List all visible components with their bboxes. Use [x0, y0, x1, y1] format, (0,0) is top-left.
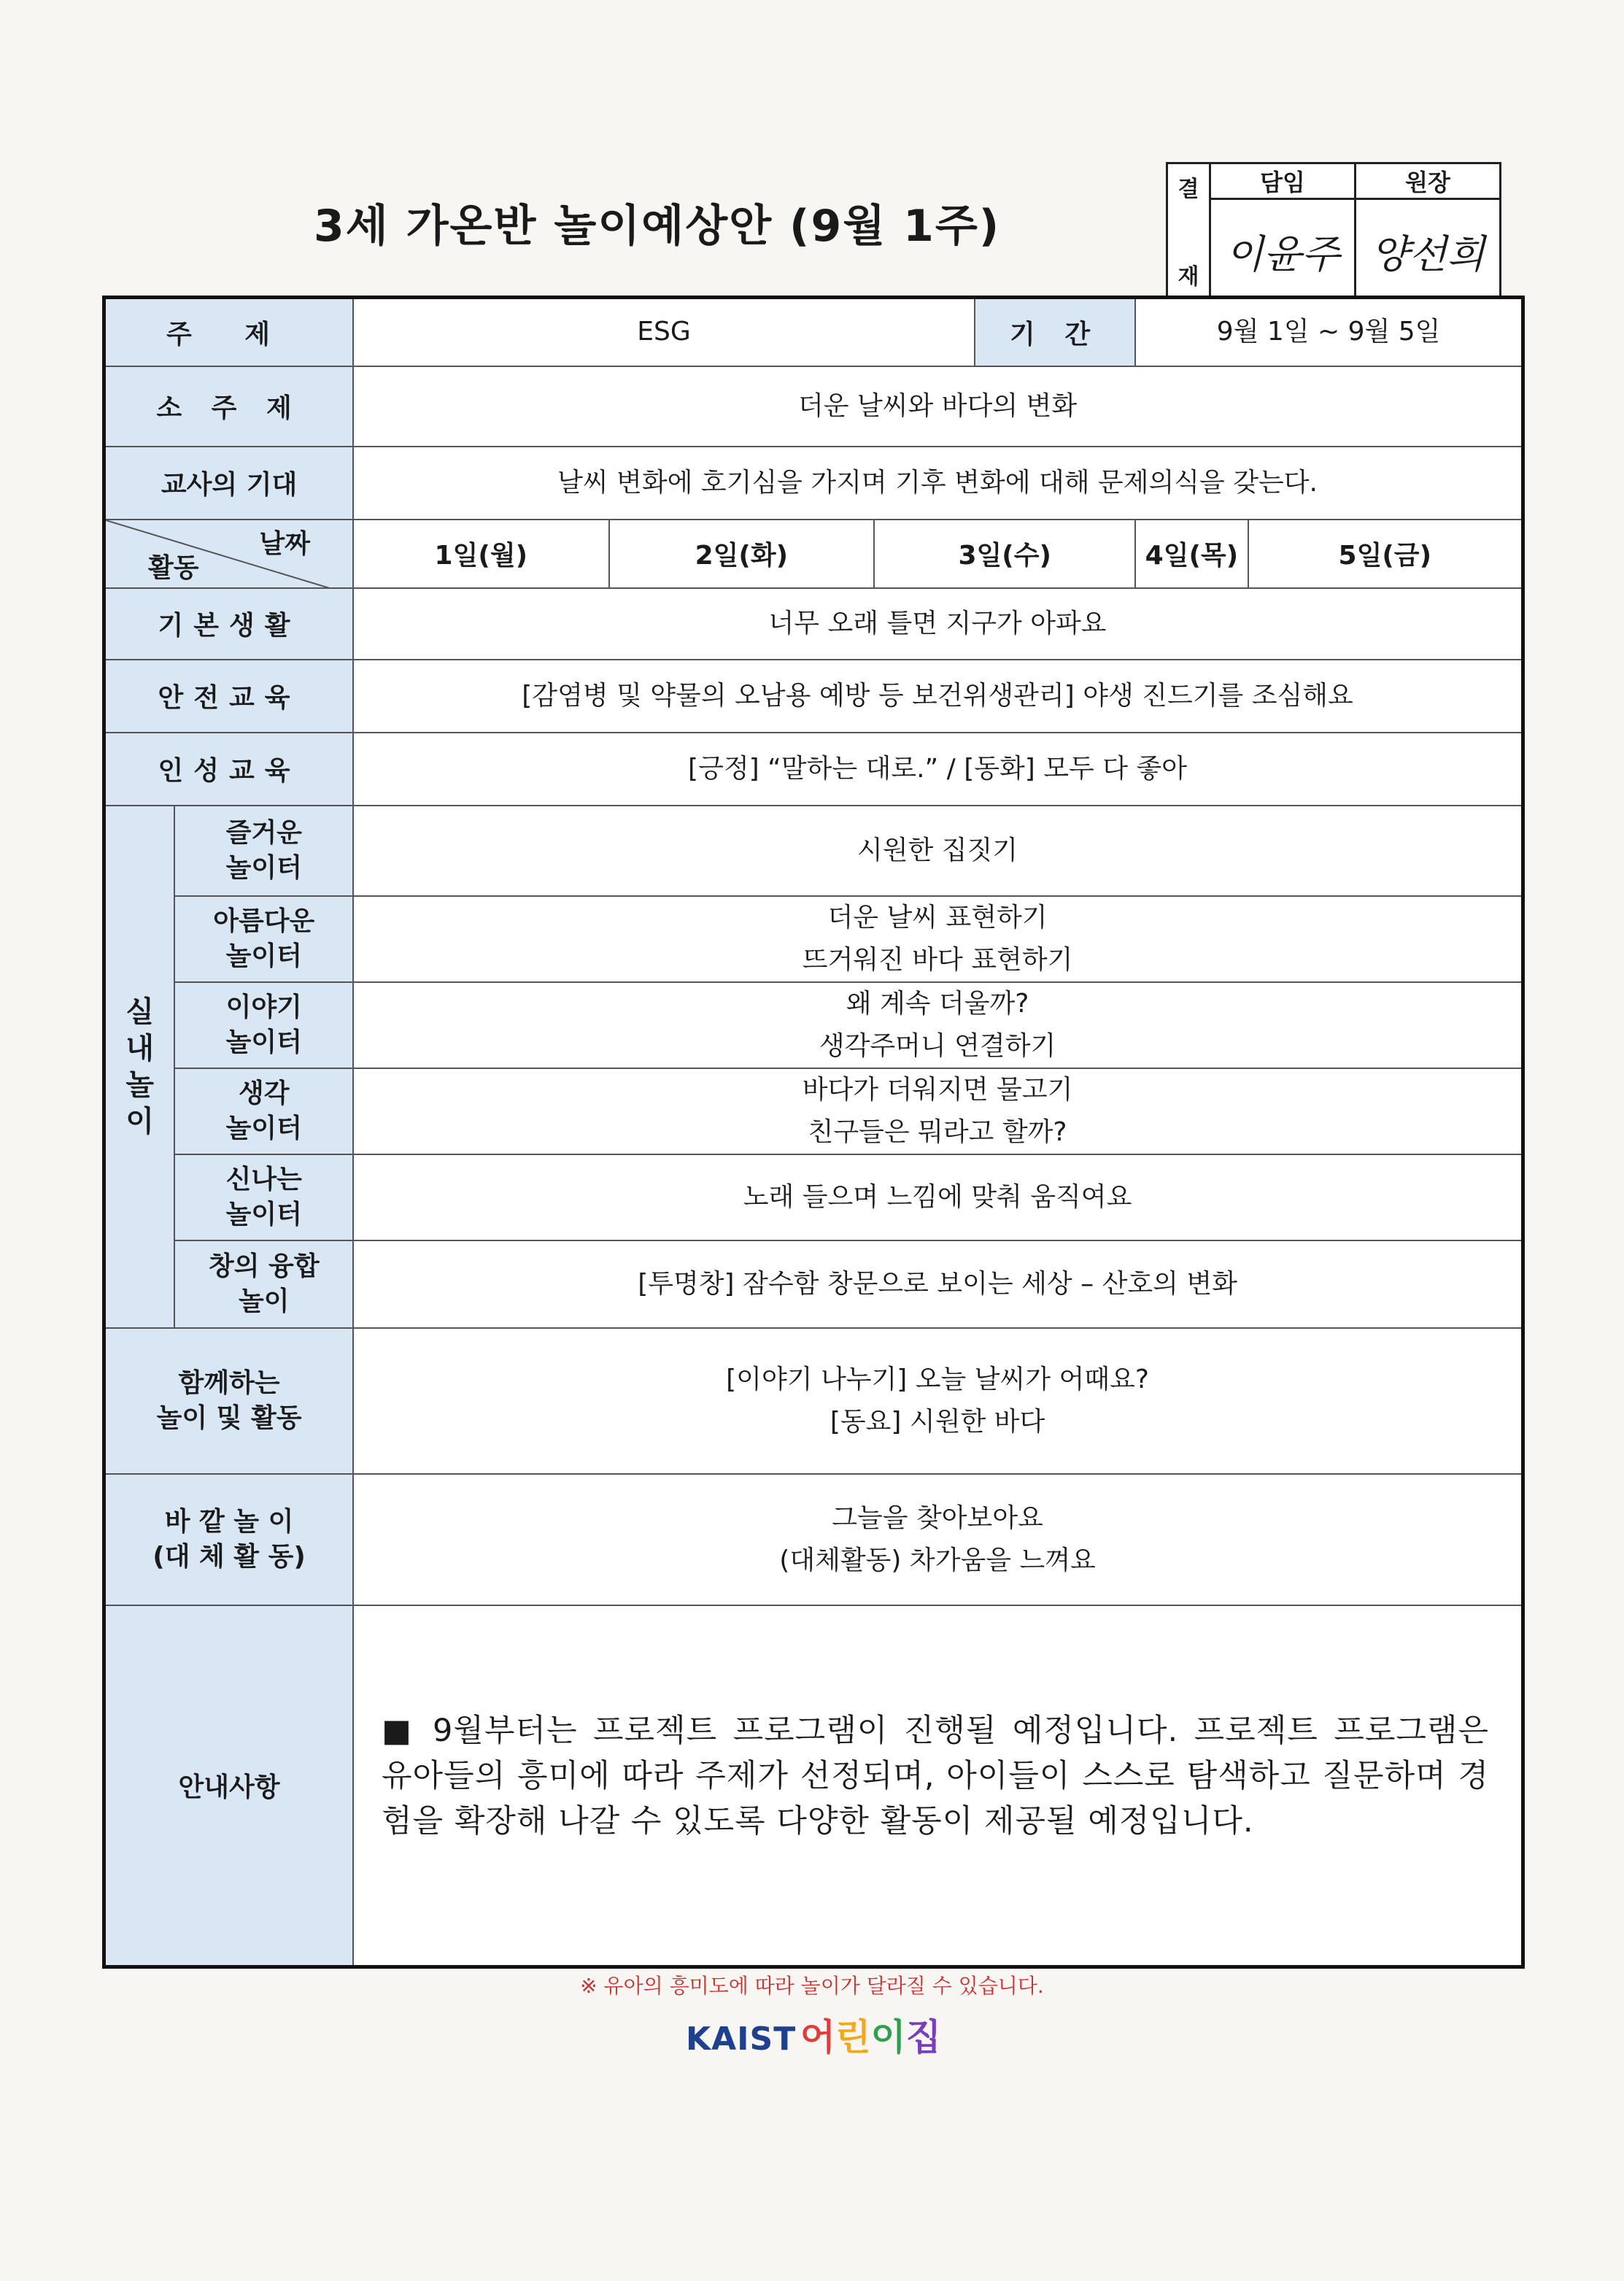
signature-homeroom: 이윤주 — [1210, 199, 1356, 304]
indoor-row — [104, 1068, 1523, 1154]
indoor-value-line2: 뜨거워진 바다 표현하기 — [802, 944, 1073, 975]
topic-label: 주 제 — [104, 298, 354, 366]
together-label — [104, 1328, 354, 1474]
together-row — [104, 1328, 1523, 1474]
together-label-line1: 함께하는 — [178, 1367, 280, 1398]
day-3: 3일(수) — [874, 520, 1135, 588]
document-title: 3세 가온반 놀이예상안 (9월 1주) — [314, 201, 1001, 252]
indoor-label-line2: 놀이 — [239, 1286, 290, 1316]
day-1: 1일(월) — [353, 520, 608, 588]
play-plan-table — [102, 296, 1525, 1969]
logo-char-1: 어 — [800, 2016, 836, 2058]
indoor-label-line2: 놀이터 — [225, 1113, 302, 1143]
indoor-value-line2: 생각주머니 연결하기 — [819, 1030, 1056, 1061]
indoor-value-line2: 친구들은 뭐라고 할까? — [808, 1116, 1067, 1147]
indoor-row-label — [174, 806, 353, 896]
logo-char-2: 린 — [835, 2016, 871, 2058]
expectation-label: 교사의 기대 — [104, 447, 354, 520]
together-value — [353, 1328, 1523, 1474]
topic-value: ESG — [353, 298, 975, 366]
footnote: ※ 유아의 흥미도에 따라 놀이가 달라질 수 있습니다. — [580, 1974, 1044, 1998]
indoor-row-label — [174, 1240, 353, 1328]
approval-label-top: 결 — [1178, 176, 1199, 202]
role-homeroom: 담임 — [1210, 163, 1356, 199]
indoor-row-value — [353, 1068, 1523, 1154]
indoor-row-value — [353, 806, 1523, 896]
notice-value — [353, 1605, 1523, 1967]
signature-director: 양선희 — [1356, 199, 1501, 304]
indoor-label-line1: 아름다운 — [213, 906, 315, 936]
indoor-label-line2: 놀이터 — [225, 1027, 302, 1057]
indoor-value-line1: 시원한 집짓기 — [857, 835, 1018, 865]
indoor-row-value — [353, 1154, 1523, 1240]
period-value: 9월 1일 ~ 9월 5일 — [1135, 298, 1523, 366]
logo-char-4: 집 — [905, 2016, 942, 2058]
kaist-daycare-logo — [686, 2008, 941, 2061]
indoor-row — [104, 1154, 1523, 1240]
notice-text: ■ 9월부터는 프로젝트 프로그램이 진행될 예정입니다. 프로젝트 프로그램은 유아들의 흥미에 따라 주제가 선정되며, 아이들이 스스로 탐색하고 질문하며 경험을 확장해 나갈 수 있도록 다양한 활동이 제공될 예정입니다. — [382, 1712, 1489, 1840]
indoor-value-line1: 노래 들으며 느낌에 맞춰 움직여요 — [743, 1181, 1132, 1212]
indoor-row — [104, 896, 1523, 982]
indoor-value-line1: 바다가 더워지면 물고기 — [802, 1074, 1073, 1105]
day-5: 5일(금) — [1248, 520, 1523, 588]
together-value-line2: [동요] 시원한 바다 — [830, 1406, 1045, 1437]
day-4: 4일(목) — [1135, 520, 1248, 588]
logo-char-3: 이 — [870, 2016, 906, 2058]
indoor-label-line2: 놀이터 — [225, 852, 302, 883]
expectation-value: 날씨 변화에 호기심을 가지며 기후 변화에 대해 문제의식을 갖는다. — [353, 447, 1523, 520]
day-header-row — [104, 520, 1523, 588]
expectation-row — [104, 447, 1523, 520]
day-2: 2일(화) — [609, 520, 875, 588]
outdoor-label — [104, 1474, 354, 1605]
indoor-row — [104, 806, 1523, 896]
topic-row — [104, 298, 1523, 366]
indoor-label — [104, 806, 175, 1328]
basic-life-row — [104, 588, 1523, 660]
approval-box — [1166, 162, 1501, 304]
indoor-row-label — [174, 982, 353, 1068]
indoor-label-line1: 이야기 — [225, 992, 302, 1022]
safety-value: [감염병 및 약물의 오남용 예방 등 보건위생관리] 야생 진드기를 조심해요 — [353, 660, 1523, 733]
approval-label-bottom: 재 — [1178, 263, 1199, 290]
indoor-label-line1: 즐거운 — [225, 817, 302, 848]
indoor-label-line1: 창의 융합 — [208, 1251, 320, 1281]
outdoor-label-line2: (대 체 활 동) — [152, 1541, 306, 1572]
indoor-row — [104, 1240, 1523, 1328]
header-date-label: 날짜 — [259, 528, 311, 559]
role-director: 원장 — [1356, 163, 1501, 199]
outdoor-label-line1: 바 깥 놀 이 — [164, 1506, 294, 1537]
indoor-row-label — [174, 896, 353, 982]
indoor-row-label — [174, 1154, 353, 1240]
indoor-row-value — [353, 982, 1523, 1068]
outdoor-row — [104, 1474, 1523, 1605]
indoor-row-label — [174, 1068, 353, 1154]
outdoor-value — [353, 1474, 1523, 1605]
indoor-row — [104, 982, 1523, 1068]
outdoor-value-line1: 그늘을 찾아보아요 — [832, 1502, 1043, 1533]
period-label: 기 간 — [975, 298, 1135, 366]
subtopic-value: 더운 날씨와 바다의 변화 — [353, 366, 1523, 447]
indoor-label-text: 실내놀이 — [125, 995, 155, 1138]
notice-row — [104, 1605, 1523, 1967]
indoor-value-line1: [투명창] 잠수함 창문으로 보이는 세상 – 산호의 변화 — [638, 1268, 1237, 1299]
outdoor-value-line2: (대체활동) 차가움을 느껴요 — [779, 1545, 1096, 1575]
subtopic-row — [104, 366, 1523, 447]
indoor-row-value — [353, 1240, 1523, 1328]
approval-label — [1167, 163, 1210, 304]
date-activity-header — [104, 520, 354, 588]
together-value-line1: [이야기 나누기] 오늘 날씨가 어때요? — [726, 1364, 1149, 1394]
header-activity-label: 활동 — [148, 552, 199, 583]
safety-row — [104, 660, 1523, 733]
together-label-line2: 놀이 및 활동 — [156, 1402, 302, 1433]
logo-brand: KAIST — [686, 2021, 797, 2058]
character-row — [104, 733, 1523, 806]
indoor-row-value — [353, 896, 1523, 982]
character-value: [긍정] “말하는 대로.” / [동화] 모두 다 좋아 — [353, 733, 1523, 806]
character-label: 인성교육 — [104, 733, 354, 806]
indoor-value-line1: 더운 날씨 표현하기 — [827, 902, 1048, 933]
indoor-label-line1: 생각 — [239, 1078, 290, 1108]
basic-life-label: 기본생활 — [104, 588, 354, 660]
notice-label: 안내사항 — [104, 1605, 354, 1967]
indoor-label-line1: 신나는 — [225, 1164, 302, 1194]
indoor-value-line1: 왜 계속 더울까? — [846, 988, 1029, 1019]
basic-life-value: 너무 오래 틀면 지구가 아파요 — [353, 588, 1523, 660]
indoor-label-line2: 놀이터 — [225, 941, 302, 971]
indoor-label-line2: 놀이터 — [225, 1199, 302, 1230]
safety-label: 안전교육 — [104, 660, 354, 733]
subtopic-label: 소 주 제 — [104, 366, 354, 447]
